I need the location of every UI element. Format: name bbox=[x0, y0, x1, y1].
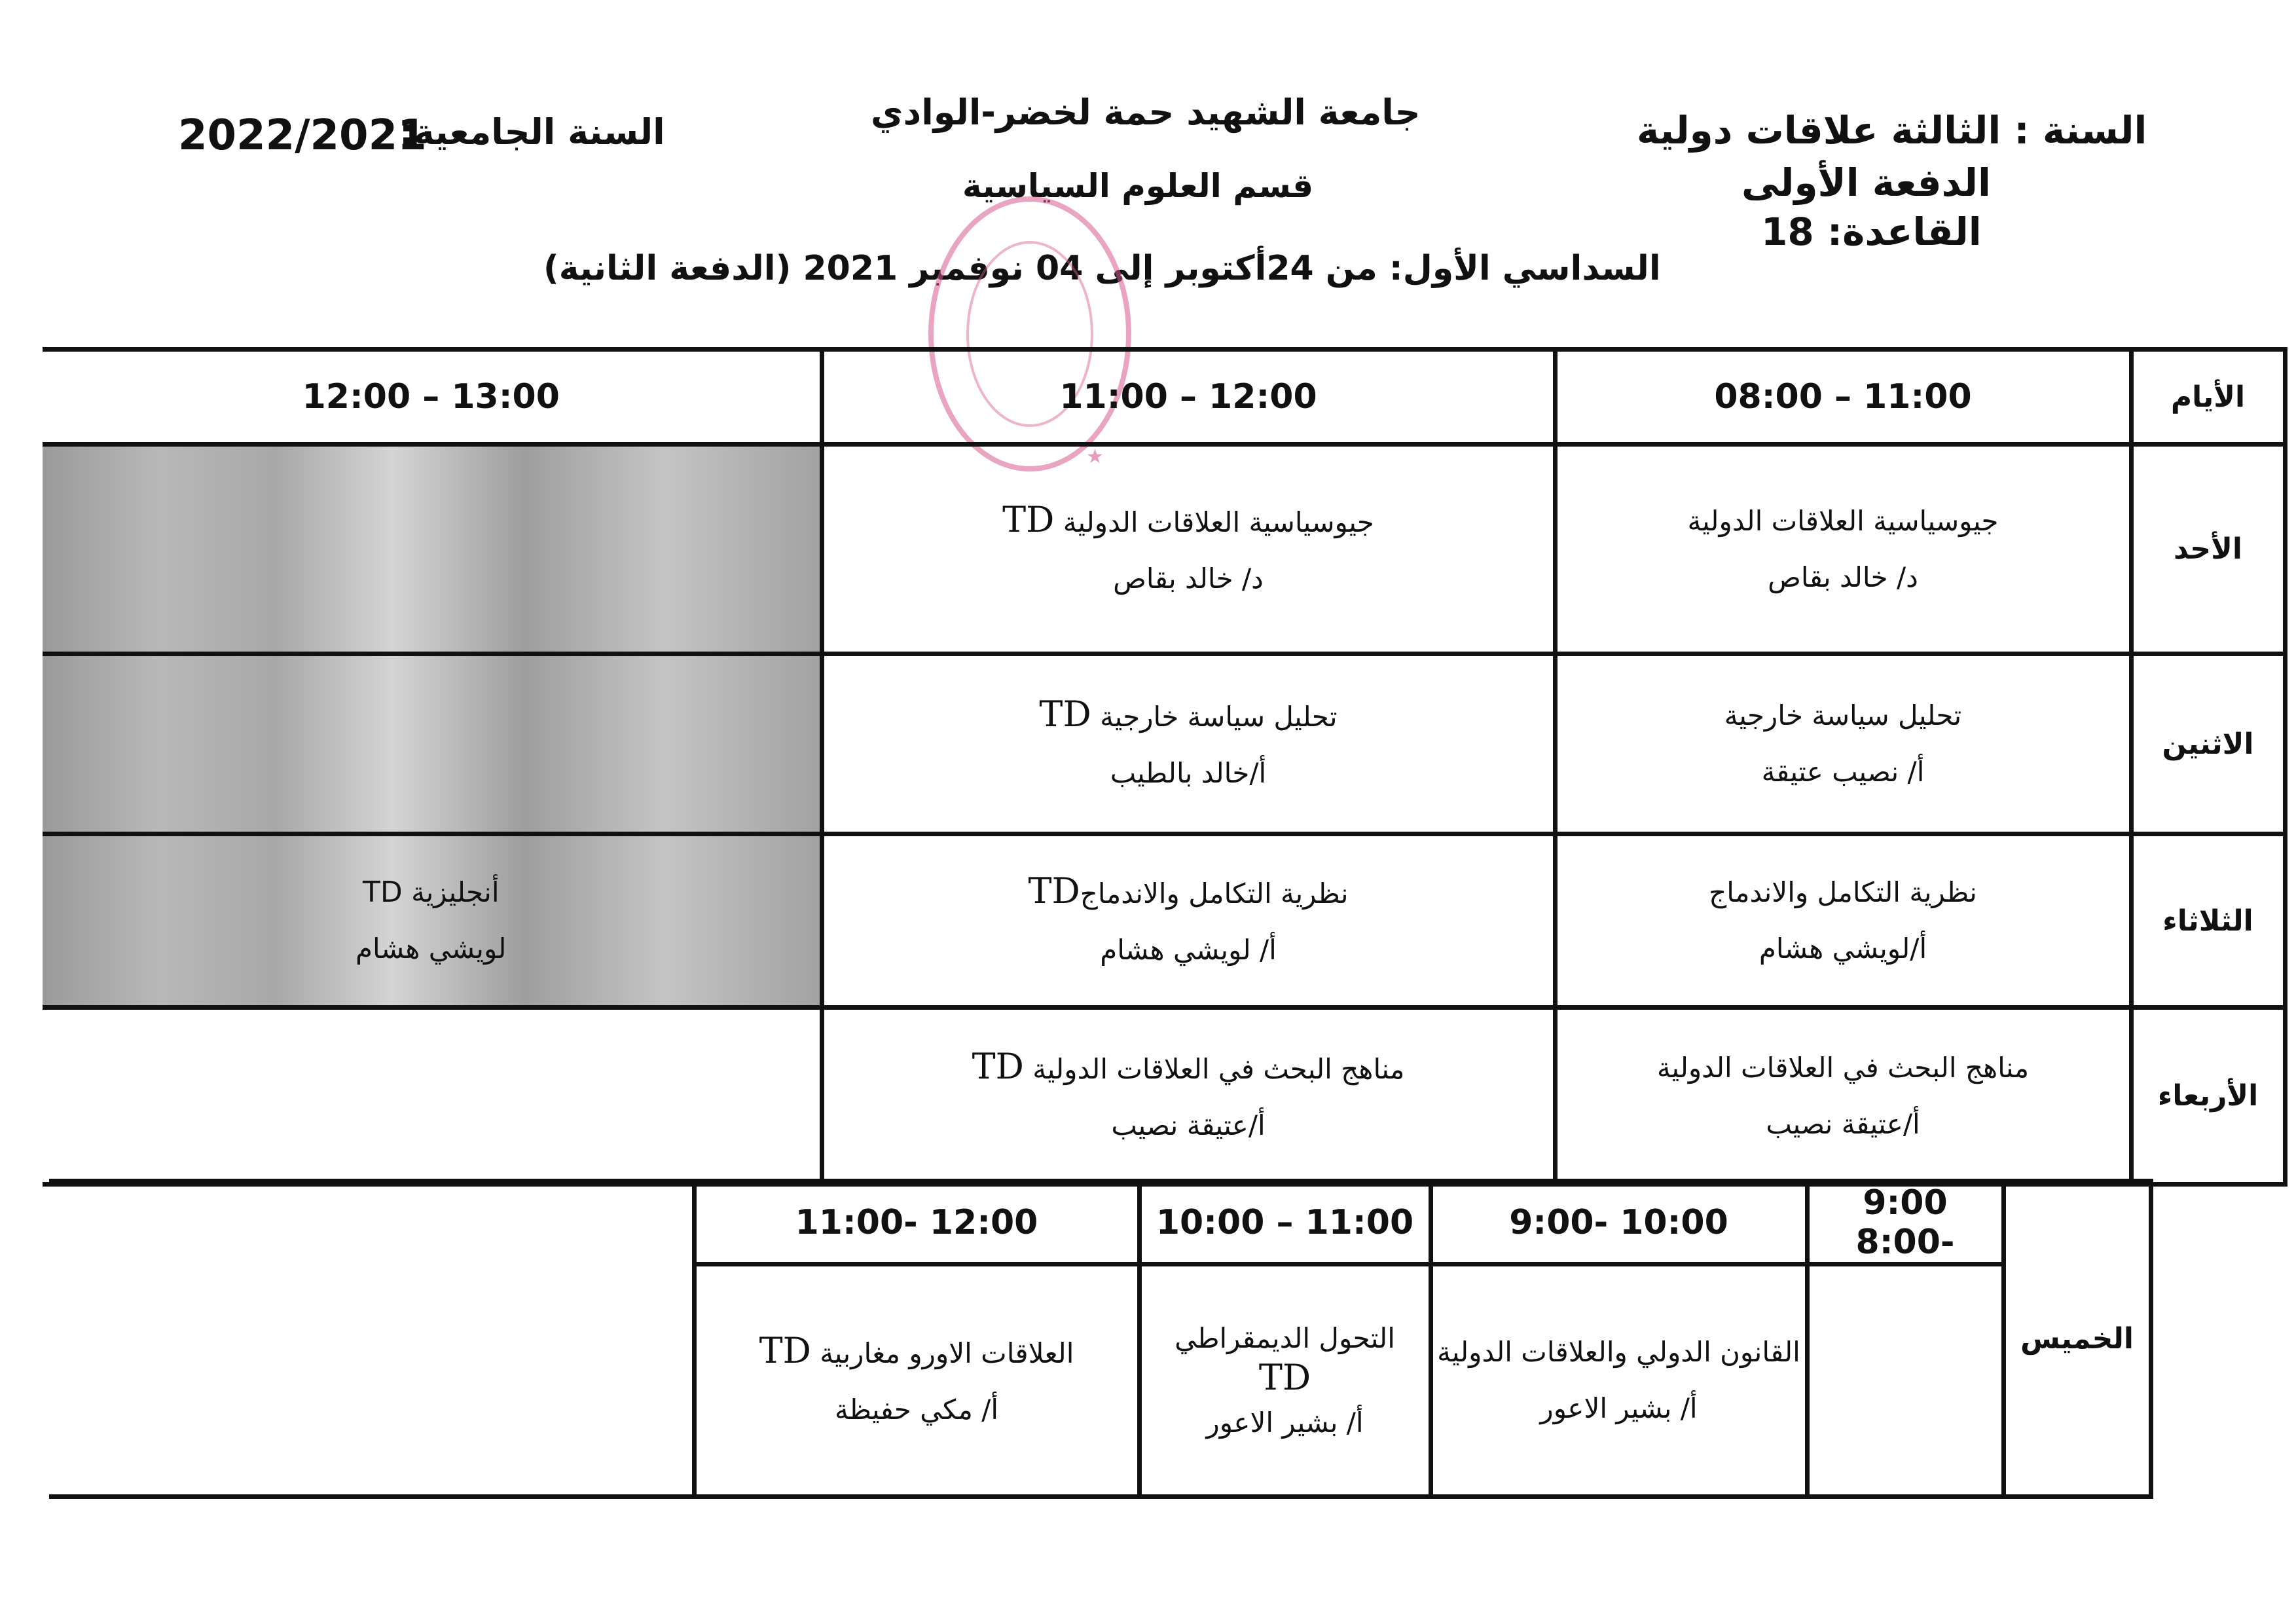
thursday-timetable bbox=[49, 1179, 2153, 1499]
course-subject: مناهج البحث في العلاقات الدولية bbox=[1032, 1052, 1405, 1085]
course-subject: نظرية التكامل والاندماج bbox=[1080, 877, 1349, 910]
course-cell bbox=[1555, 1008, 2131, 1185]
day-tuesday: الثلاثاء bbox=[2131, 834, 2285, 1008]
course-professor: لويشي هشام bbox=[355, 932, 507, 965]
empty-slot bbox=[49, 1181, 694, 1264]
hall-number: القاعدة: 18 bbox=[1761, 210, 1982, 254]
empty-slot bbox=[1807, 1264, 2003, 1497]
table-row bbox=[43, 445, 2285, 654]
course-cell bbox=[822, 834, 1555, 1008]
time-slot-3: 13:00 – 12:00 bbox=[43, 350, 822, 445]
course-professor: أ/لويشي هشام bbox=[1758, 932, 1927, 965]
td-label: TD bbox=[1258, 1356, 1311, 1398]
course-professor: د/ خالد بقاص bbox=[1113, 562, 1264, 595]
course-subject: التحول الديمقراطي bbox=[1175, 1321, 1395, 1354]
course-subject: جيوسياسية العلاقات الدولية bbox=[1687, 504, 1999, 537]
course-cell bbox=[822, 445, 1555, 654]
academic-year: 2022/2021 bbox=[178, 111, 427, 160]
day-monday: الاثنين bbox=[2131, 654, 2285, 834]
table-row bbox=[43, 834, 2285, 1008]
td-label: TD bbox=[1002, 498, 1055, 540]
day-sunday: الأحد bbox=[2131, 445, 2285, 654]
department-name: قسم العلوم السياسية bbox=[962, 167, 1314, 205]
course-subject: القانون الدولي والعلاقات الدولية bbox=[1437, 1336, 1800, 1368]
time-slot-thu-3: 11:00 – 10:00 bbox=[1139, 1181, 1430, 1264]
course-subject: تحليل سياسة خارجية bbox=[1100, 701, 1338, 733]
course-professor: أ/ نصيب عتيقة bbox=[1761, 756, 1925, 788]
td-label: TD bbox=[759, 1330, 811, 1371]
course-subject: مناهج البحث في العلاقات الدولية bbox=[1656, 1051, 2030, 1084]
course-professor: أ/خالد بالطيب bbox=[1110, 757, 1267, 789]
course-cell bbox=[822, 1008, 1555, 1185]
course-subject: أنجليزية bbox=[411, 876, 500, 908]
course-cell bbox=[1430, 1264, 1807, 1497]
course-cell bbox=[43, 834, 822, 1008]
empty-slot bbox=[43, 1008, 822, 1185]
td-label: TD bbox=[362, 876, 403, 909]
td-label: TD bbox=[1028, 870, 1080, 912]
course-professor: أ/ لويشي هشام bbox=[1100, 934, 1277, 966]
group-label: الدفعة الأولى bbox=[1741, 160, 1991, 205]
empty-slot bbox=[43, 654, 822, 834]
table-row bbox=[43, 654, 2285, 834]
time-slot-thu-1: 9:00 -8:00 bbox=[1807, 1181, 2003, 1264]
time-slot-2: 12:00 – 11:00 bbox=[822, 350, 1555, 445]
empty-slot bbox=[43, 445, 822, 654]
course-subject: جيوسياسية العلاقات الدولية bbox=[1063, 506, 1374, 538]
year-level: السنة : الثالثة علاقات دولية bbox=[1637, 108, 2147, 153]
td-label: TD bbox=[972, 1045, 1024, 1087]
course-subject: تحليل سياسة خارجية bbox=[1724, 699, 1962, 731]
university-name: جامعة الشهيد حمة لخضر-الوادي bbox=[871, 92, 1421, 133]
course-cell bbox=[1555, 445, 2131, 654]
timetable bbox=[43, 347, 2287, 1187]
course-professor: أ/ مكي حفيظة bbox=[834, 1393, 999, 1426]
academic-year-label: السنة الجامعية: bbox=[399, 111, 665, 153]
course-professor: أ/عتيقة نصيب bbox=[1766, 1107, 1920, 1140]
days-header: الأيام bbox=[2131, 350, 2285, 445]
course-professor: د/ خالد بقاص bbox=[1768, 561, 1918, 593]
course-professor: أ/ بشير الاعور bbox=[1540, 1392, 1698, 1424]
course-professor: أ/ بشير الاعور bbox=[1206, 1406, 1364, 1439]
course-cell bbox=[822, 654, 1555, 834]
semester-period: السداسي الأول: من 24أكتوبر إلى 04 نوفمبر 2021 (الدفعة الثانية) bbox=[543, 249, 1661, 288]
time-slot-thu-4: 12:00 -11:00 bbox=[694, 1181, 1139, 1264]
course-cell bbox=[1555, 834, 2131, 1008]
course-cell bbox=[1555, 654, 2131, 834]
table-row bbox=[43, 1008, 2285, 1185]
day-thursday: الخميس bbox=[2003, 1181, 2151, 1497]
empty-slot bbox=[49, 1264, 694, 1497]
td-label: TD bbox=[1039, 693, 1091, 735]
course-cell bbox=[694, 1264, 1139, 1497]
day-wednesday: الأربعاء bbox=[2131, 1008, 2285, 1185]
time-slot-1: 11:00 – 08:00 bbox=[1555, 350, 2131, 445]
course-cell bbox=[1139, 1264, 1430, 1497]
university-stamp: ★ bbox=[928, 196, 1131, 471]
course-subject: العلاقات الاورو مغاربية bbox=[820, 1337, 1074, 1369]
course-professor: أ/عتيقة نصيب bbox=[1111, 1109, 1266, 1141]
course-subject: نظرية التكامل والاندماج bbox=[1709, 876, 1977, 908]
time-slot-thu-2: 10:00 -9:00 bbox=[1430, 1181, 1807, 1264]
